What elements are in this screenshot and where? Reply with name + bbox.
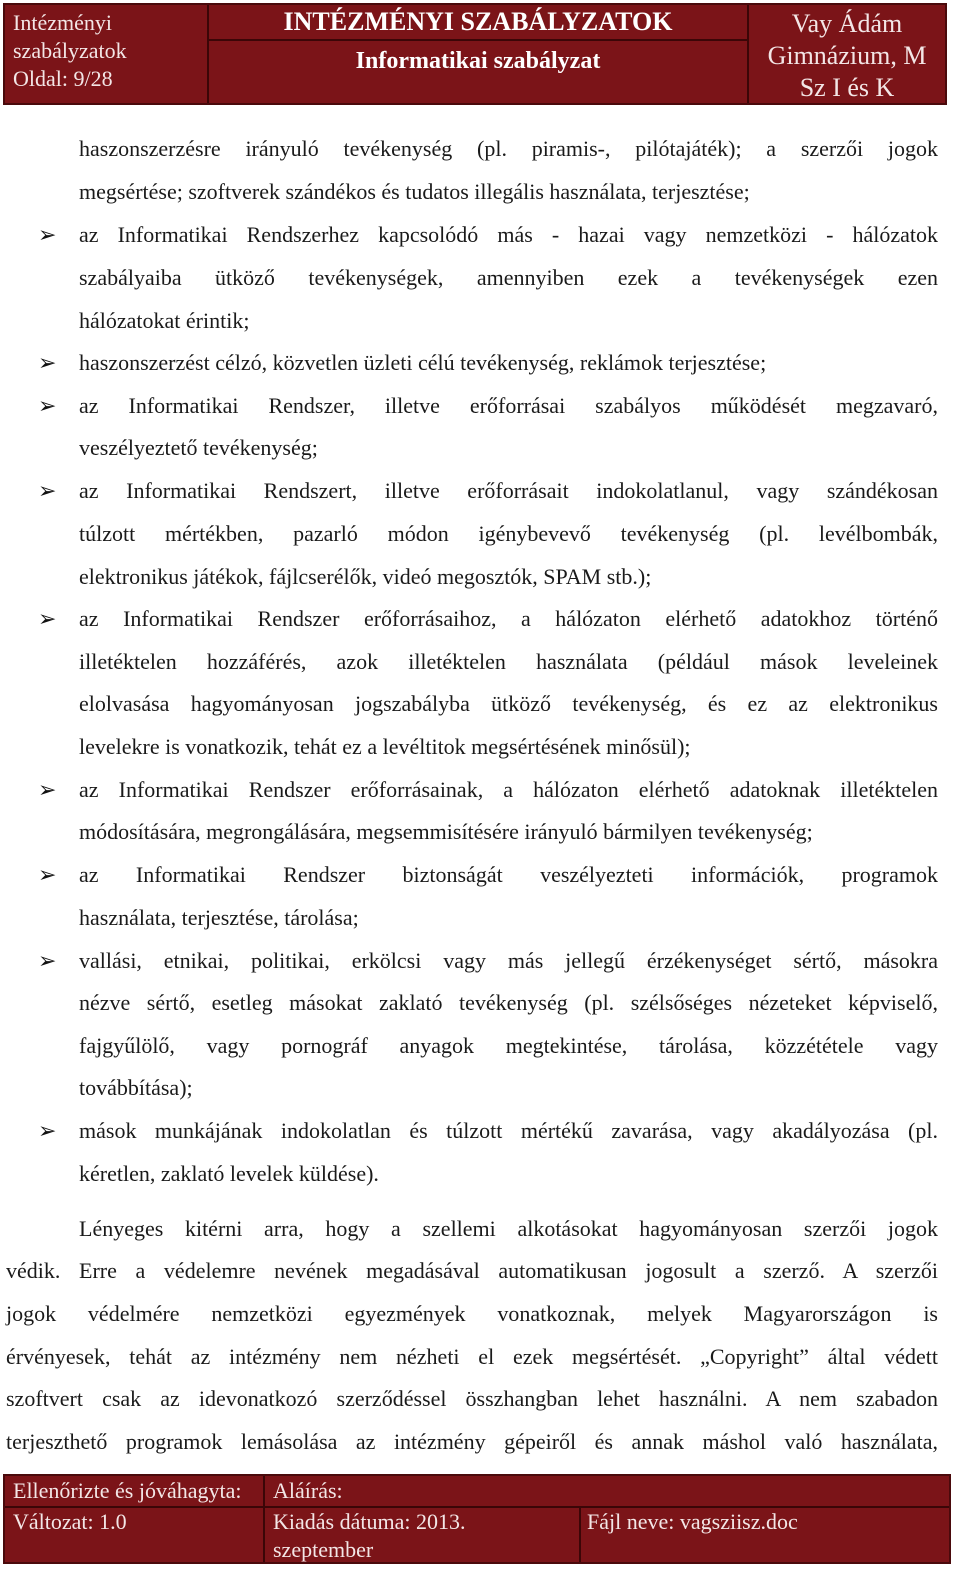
- bullet-arrow-icon: ➢: [38, 606, 57, 631]
- paragraph-line: levelekre is vonatkozik, tehát ez a levéltitok megsértésének minősül);: [79, 734, 691, 759]
- header-title: INTÉZMÉNYI SZABÁLYZATOK: [209, 5, 747, 41]
- list-item-text: mások munkájának indokolatlan és túlzott mértékű zavarása, vagy akadályozása (pl.: [79, 1118, 938, 1143]
- bullet-arrow-icon: ➢: [38, 777, 57, 802]
- bullet-arrow-icon: ➢: [38, 393, 57, 418]
- header-doc-type: Intézményi: [13, 10, 112, 35]
- bullet-arrow-icon: ➢: [38, 862, 57, 887]
- footer-version: Változat: 1.0: [13, 1509, 127, 1534]
- paragraph-line: továbbítása);: [79, 1075, 193, 1100]
- paragraph-line: elektronikus játékok, fájlcserélők, videó megosztók, SPAM stb.);: [79, 564, 652, 589]
- paragraph-line: terjeszthető programok lemásolása az intézmény gépeiről és annak máshol való használata,: [6, 1429, 938, 1454]
- bullet-arrow-icon: ➢: [38, 1118, 57, 1143]
- list-item-text: az Informatikai Rendszer erőforrásaihoz, a hálózaton elérhető adatokhoz történő: [79, 606, 938, 631]
- paragraph-line: kéretlen, zaklató levelek küldése).: [79, 1161, 379, 1186]
- list-item-text: vallási, etnikai, politikai, erkölcsi vagy más jellegű érzékenységet sértő, másokra: [79, 948, 938, 973]
- paragraph-line: szabályaiba ütköző tevékenységek, amennyiben ezek a tevékenységek ezen: [79, 265, 938, 290]
- bullet-arrow-icon: ➢: [38, 222, 57, 247]
- paragraph-line: veszélyeztető tevékenység;: [79, 435, 318, 460]
- list-item-text: az Informatikai Rendszer, illetve erőforrásai szabályos működését megzavaró,: [79, 393, 938, 418]
- footer-file-name: Fájl neve: vagsziisz.doc: [587, 1509, 798, 1534]
- footer-issue-date-2: szeptember: [273, 1537, 374, 1562]
- page-footer: [3, 1474, 951, 1564]
- bullet-arrow-icon: ➢: [38, 350, 57, 375]
- page-header: [3, 3, 947, 105]
- header-subtitle: Informatikai szabályzat: [355, 48, 601, 74]
- paragraph-line: módosítására, megrongálására, megsemmisítésére irányuló bármilyen tevékenység;: [79, 819, 813, 844]
- paragraph-line: védik. Erre a védelemre nevének megadásával automatikusan jogosult a szerző. A szerzői: [6, 1258, 938, 1283]
- paragraph-line: jogok védelmére nemzetközi egyezmények vonatkoznak, melyek Magyarországon is: [6, 1301, 938, 1326]
- paragraph-line: elolvasása hagyományosan jogszabályba ütköző tevékenység, és ez az elektronikus: [79, 691, 938, 716]
- header-institution-line1: Vay Ádám: [791, 9, 903, 38]
- paragraph-line: nézve sértő, esetleg másokat zaklató tevékenység (pl. szélsőséges nézeteket képviselő,: [79, 990, 938, 1015]
- list-item-text: haszonszerzést célzó, közvetlen üzleti célú tevékenység, reklámok terjesztése;: [79, 350, 767, 375]
- paragraph-line: szoftvert csak az idevonatkozó szerződéssel összhangban lehet használni. A nem szabadon: [6, 1386, 938, 1411]
- paragraph-line: Lényeges kitérni arra, hogy a szellemi alkotásokat hagyományosan szerzői jogok: [79, 1216, 938, 1241]
- header-institution-line2: Gimnázium, M: [767, 41, 927, 70]
- list-item-text: az Informatikai Rendszer erőforrásainak, a hálózaton elérhető adatoknak illetéktelen: [79, 777, 938, 802]
- footer-divider: [263, 1476, 265, 1562]
- bullet-arrow-icon: ➢: [38, 478, 57, 503]
- list-item-text: az Informatikai Rendszerhez kapcsolódó más - hazai vagy nemzetközi - hálózatok: [79, 222, 938, 247]
- header-page-number: Oldal: 9/28: [13, 66, 113, 91]
- header-title-block: [209, 5, 749, 103]
- footer-issue-date: Kiadás dátuma: 2013.: [273, 1509, 466, 1534]
- header-doc-type-2: szabályzatok: [13, 38, 127, 63]
- paragraph-line: megsértése; szoftverek szándékos és tudatos illegális használata, terjesztése;: [79, 179, 750, 204]
- header-institution: [749, 5, 945, 103]
- paragraph-line: haszonszerzésre irányuló tevékenység (pl. piramis-, pilótajáték); a szerzői jogok: [79, 136, 938, 161]
- paragraph-line: hálózatokat érintik;: [79, 308, 250, 333]
- paragraph-line: fajgyűlölő, vagy pornográf anyagok megtekintése, tárolása, közzététele vagy: [79, 1033, 938, 1058]
- paragraph-line: illetéktelen hozzáférés, azok illetéktelen használata (például mások leveleinek: [79, 649, 938, 674]
- paragraph-line: érvényesek, tehát az intézmény nem nézheti el ezek megsértését. „Copyright” által védett: [6, 1344, 938, 1369]
- footer-signature-label: Aláírás:: [273, 1478, 343, 1503]
- footer-divider: [579, 1506, 581, 1562]
- paragraph-line: túlzott mértékben, pazarló módon igénybevevő tevékenység (pl. levélbombák,: [79, 521, 938, 546]
- footer-approved-label: Ellenőrizte és jóváhagyta:: [13, 1478, 242, 1503]
- bullet-arrow-icon: ➢: [38, 948, 57, 973]
- paragraph-line: használata, terjesztése, tárolása;: [79, 905, 359, 930]
- header-doc-info: [5, 5, 209, 103]
- list-item-text: az Informatikai Rendszer biztonságát veszélyezteti információk, programok: [79, 862, 938, 887]
- header-institution-line3: Sz I és K: [799, 73, 895, 102]
- list-item-text: az Informatikai Rendszert, illetve erőforrásait indokolatlanul, vagy szándékosan: [79, 478, 938, 503]
